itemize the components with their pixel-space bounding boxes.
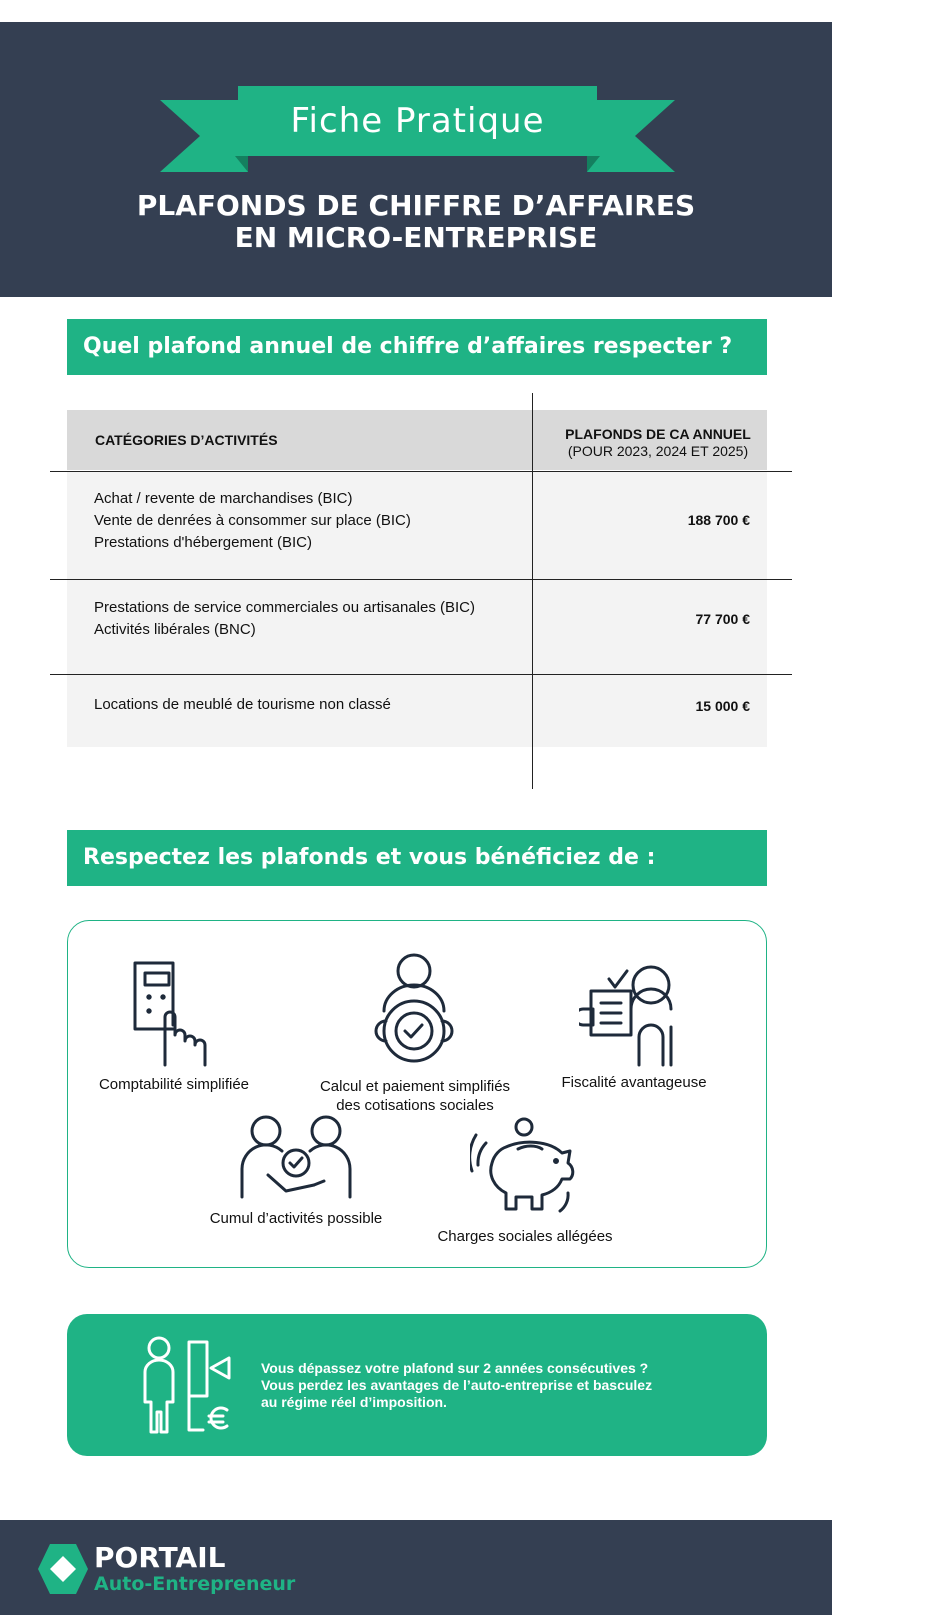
- section-title-ceiling: Quel plafond annuel de chiffre d’affaires respecter ?: [67, 319, 767, 375]
- page-title-line1: PLAFONDS DE CHIFFRE D’AFFAIRES: [136, 189, 696, 222]
- table-header: [67, 410, 767, 470]
- table-row: [67, 573, 767, 668]
- activity: Prestations de service commerciales ou artisanales (BIC): [94, 599, 475, 616]
- header-category: CATÉGORIES D’ACTIVITÉS: [95, 432, 278, 448]
- person-check-icon: [370, 953, 460, 1069]
- activity: Achat / revente de marchandises (BIC): [94, 490, 353, 507]
- row-activities: [94, 488, 411, 554]
- row-divider: [50, 579, 792, 580]
- logo-text-auto-entrepreneur: Auto-Entrepreneur: [94, 1573, 296, 1595]
- benefit-cumulative-activities: [196, 1115, 396, 1228]
- benefit-label: Cumul d’activités possible: [209, 1210, 383, 1227]
- warning-line3: au régime réel d’imposition.: [261, 1394, 447, 1410]
- warning-line1: Vous dépassez votre plafond sur 2 années consécutives ?: [261, 1360, 649, 1376]
- row-activities: [94, 597, 475, 641]
- warning-box: [67, 1314, 767, 1456]
- benefit-social-contributions: [300, 953, 530, 1115]
- benefit-label: Charges sociales allégées: [437, 1228, 613, 1245]
- title-ribbon: [160, 86, 675, 176]
- benefit-reduced-charges: [430, 1117, 620, 1246]
- page-title: [0, 190, 832, 254]
- row-ceiling: 188 700 €: [687, 512, 750, 528]
- logo-text-portail: PORTAIL: [94, 1541, 226, 1574]
- warning-text: [261, 1360, 652, 1411]
- header-ceiling-line1: PLAFONDS DE CA ANNUEL: [565, 426, 751, 442]
- person-document-icon: [579, 965, 689, 1069]
- section-title-benefits: Respectez les plafonds et vous bénéficiez de :: [67, 830, 767, 886]
- column-divider: [532, 393, 533, 789]
- activity: Locations de meublé de tourisme non classé: [94, 696, 391, 713]
- benefit-label-line2: des cotisations sociales: [336, 1097, 494, 1114]
- table-row: [67, 668, 767, 747]
- two-people-check-icon: [238, 1115, 354, 1199]
- page-title-line2: EN MICRO-ENTREPRISE: [234, 221, 598, 254]
- piggy-bank-icon: [470, 1117, 580, 1219]
- row-activities: [94, 694, 391, 716]
- activity: Activités libérales (BNC): [94, 621, 256, 638]
- row-divider: [50, 471, 792, 472]
- row-ceiling: 15 000 €: [695, 698, 750, 714]
- benefit-label: Fiscalité avantageuse: [561, 1074, 707, 1091]
- ceiling-table: [50, 393, 792, 789]
- person-euro-icon: [139, 1336, 235, 1436]
- benefit-taxation: [548, 965, 720, 1092]
- header-ceiling: [549, 426, 767, 460]
- row-divider: [50, 674, 792, 675]
- table-row: [67, 471, 767, 573]
- header-ceiling-line2: (POUR 2023, 2024 ET 2025): [567, 443, 749, 459]
- row-ceiling: 77 700 €: [695, 611, 750, 627]
- activity: Vente de denrées à consommer sur place (BIC): [94, 512, 411, 529]
- calculator-hand-icon: [129, 961, 219, 1069]
- activity: Prestations d'hébergement (BIC): [94, 534, 312, 551]
- benefit-label-line1: Calcul et paiement simplifiés: [319, 1078, 511, 1095]
- benefit-accounting: [88, 961, 260, 1094]
- benefit-label: Comptabilité simplifiée: [98, 1076, 250, 1093]
- warning-line2: Vous perdez les avantages de l’auto-entreprise et basculez: [261, 1377, 653, 1393]
- ribbon-label: Fiche Pratique: [290, 101, 545, 141]
- portail-logo-icon: [36, 1542, 90, 1596]
- benefits-panel: [67, 920, 767, 1268]
